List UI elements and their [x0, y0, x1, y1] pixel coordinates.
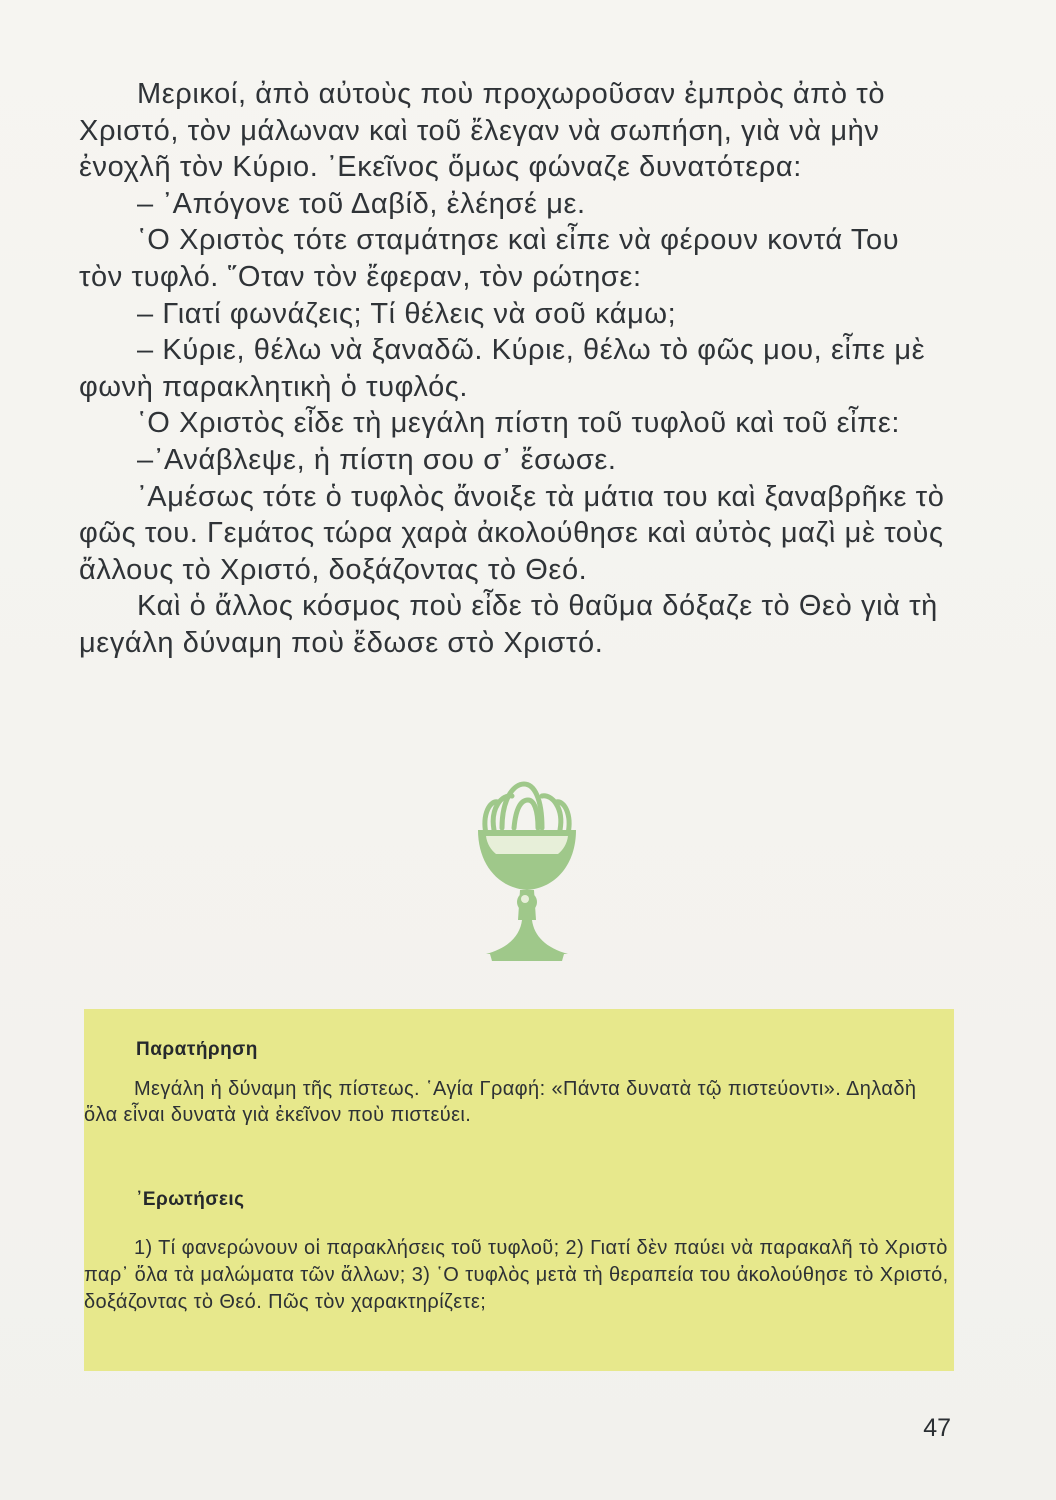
page-number: 47 — [923, 1414, 951, 1442]
story-paragraph: Μερικοί, ἀπὸ αὐτοὺς ποὺ προχωροῦσαν ἐμπρὸς ἀπὸ τὸ Χριστό, τὸν μάλωναν καὶ τοῦ ἔλεγαν νὰ σωπήση, γιὰ νὰ μὴν ἐνοχλῆ τὸν Κύριο. ᾿Εκεῖνος ὅμως φώναζε δυνατότερα: — [79, 78, 886, 184]
story-paragraph: ᾿Αμέσως τότε ὁ τυφλὸς ἄνοιξε τὰ μάτια του καὶ ξαναβρῆκε τὸ φῶς του. Γεμάτος τώρα χαρὰ ἀκολούθησε καὶ αὐτὸς μαζὶ μὲ τοὺς ἄλλους τὸ Χριστό, δοξάζοντας τὸ Θεό. — [79, 480, 945, 586]
story-text — [79, 76, 947, 662]
notes-box — [84, 1009, 954, 1371]
story-paragraph: Καὶ ὁ ἄλλος κόσμος ποὺ εἶδε τὸ θαῦμα δόξαζε τὸ Θεὸ γιὰ τὴ μεγάλη δύναμη ποὺ ἔδωσε στὸ Χριστό. — [79, 590, 938, 659]
observation-body: Μεγάλη ἡ δύναμη τῆς πίστεως. ῾Αγία Γραφή: «Πάντα δυνατὰ τῷ πιστεύοντι». Δηλαδὴ ὅλα εἶναι δυνατὰ γιὰ ἐκεῖνον ποὺ πιστεύει. — [84, 1078, 917, 1126]
dialogue-line: – ᾿Απόγονε τοῦ Δαβίδ, ἐλέησέ με. — [137, 187, 586, 220]
observation-text — [84, 1076, 950, 1128]
story-paragraph: ῾Ο Χριστὸς εἶδε τὴ μεγάλη πίστη τοῦ τυφλοῦ καὶ τοῦ εἶπε: — [137, 407, 901, 440]
story-paragraph: ῾Ο Χριστὸς τότε σταμάτησε καὶ εἶπε νὰ φέρουν κοντά Του τὸν τυφλό. ῞Οταν τὸν ἔφεραν, τὸν ρώτησε: — [79, 224, 900, 293]
observation-heading: Παρατήρηση — [136, 1039, 258, 1060]
fountain-chalice-icon — [472, 770, 582, 970]
dialogue-line: –᾿Ανάβλεψε, ἡ πίστη σου σ᾿ ἔσωσε. — [137, 443, 617, 476]
questions-body: 1) Τί φανερώνουν οἱ παρακλήσεις τοῦ τυφλοῦ; 2) Γιατί δὲν παύει νὰ παρακαλῆ τὸ Χριστὸ παρ᾿ ὅλα τὰ μαλώματα τῶν ἄλλων; 3) ῾Ο τυφλὸς μετὰ τὴ θεραπεία του ἀκολούθησε τὸ Χριστό, δοξάζοντας τὸ Θεό. Πῶς τὸν χαρακτηρίζετε; — [84, 1237, 949, 1313]
dialogue-line: – Γιατί φωνάζεις; Τί θέλεις νὰ σοῦ κάμω; — [137, 297, 677, 330]
dialogue-line: – Κύριε, θέλω νὰ ξαναδῶ. Κύριε, θέλω τὸ φῶς μου, εἶπε μὲ φωνὴ παρακλητικὴ ὁ τυφλός. — [79, 334, 926, 403]
questions-heading: ᾿Ερωτήσεις — [136, 1189, 245, 1210]
questions-text — [84, 1235, 950, 1316]
